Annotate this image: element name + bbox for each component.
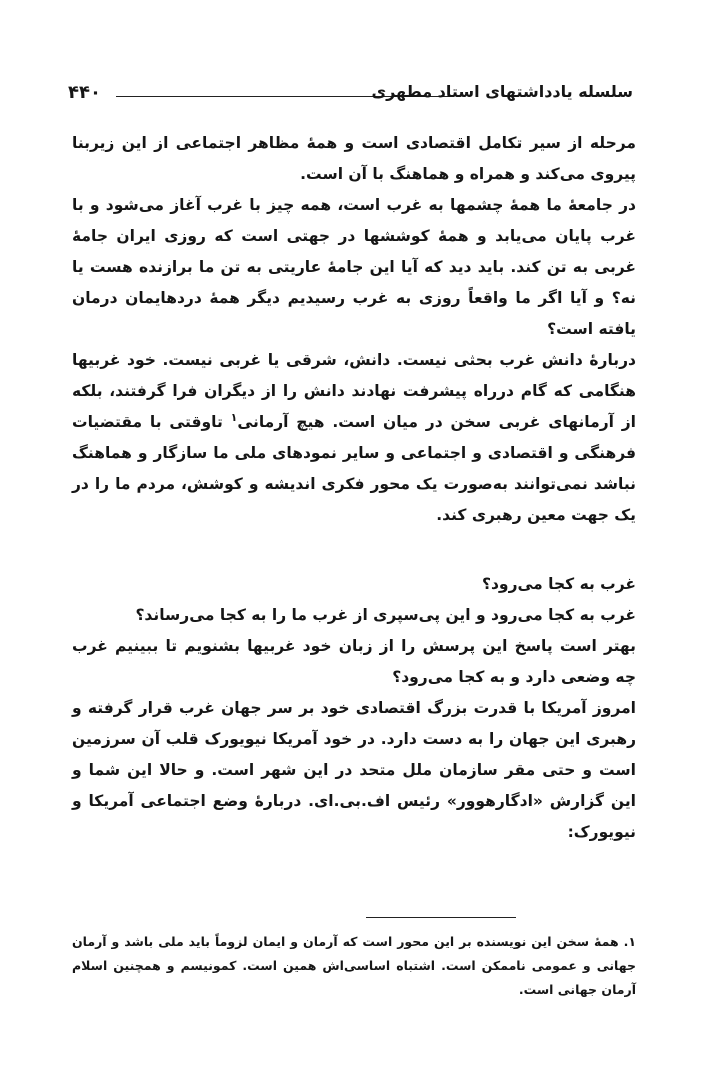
paragraph-with-footnote <box>72 345 636 531</box>
footnote <box>72 930 636 1002</box>
section-heading: غرب به کجا می‌رود؟ <box>481 575 636 593</box>
running-head: سلسله یادداشتهای استاد مطهری <box>371 82 633 101</box>
paragraph: بهتر است پاسخ این پرسش را از زبان خود غربیها بشنویم تا ببینیم غرب چه وضعی دارد و به کجا می‌رود؟ <box>72 637 636 686</box>
footnote-text: ۱. همهٔ سخن این نویسنده بر این محور است که آرمان و ایمان لزوماً باید ملی باشد و آرمان جهانی و عمومی ناممکن است. اشتباه اساسی‌اش همین است. کمونیسم و همچنین اسلام آرمان جهانی است. <box>72 934 636 997</box>
page-number: ۴۴۰ <box>68 82 101 103</box>
body-text <box>72 128 636 848</box>
footnote-marker: ۱ <box>230 410 238 424</box>
paragraph: مرحله از سیر تکامل اقتصادی است و همهٔ مظاهر اجتماعی از این زیربنا پیروی می‌کند و همراه و هماهنگ با آن است. <box>72 134 636 183</box>
paragraph: امروز آمریکا با قدرت بزرگ اقتصادی خود بر سر جهان غرب قرار گرفته و رهبری این جهان را به دست دارد. در خود آمریکا نیویورک قلب آن سرزمین است و حتی مقر سازمان ملل متحد در این شهر است. و حالا این شما و این گزارش «ادگارهوور» رئیس اف.بی.ای. دربارهٔ وضع اجتماعی آمریکا و نیویورک: <box>72 699 636 841</box>
paragraph: در جامعهٔ ما همهٔ چشمها به غرب است، همه چیز با غرب آغاز می‌شود و با غرب پایان می‌یابد و همهٔ کوششها در جهتی است که روزی ایران جامهٔ غربی به تن کند. باید دید که آیا این جامهٔ عاریتی به تن ما برازنده هست یا نه؟ و آیا اگر ما واقعاً روزی به غرب رسیدیم دیگر همهٔ دردهایمان درمان یافته است؟ <box>72 196 636 338</box>
footnote-rule <box>366 917 516 918</box>
page-header <box>68 82 633 110</box>
paragraph-text: دربارهٔ دانش غرب بحثی نیست. دانش، شرقی یا غربی نیست. خود غربیها هنگامی که گام درراه پیشرفت نهادند دانش را از دیگران فرا گرفتند، بلکه از آرمانهای غربی سخن در میان است. هیچ آرمانی <box>72 351 636 431</box>
paragraph: غرب به کجا می‌رود و این پی‌سپری از غرب ما را به کجا می‌رساند؟ <box>135 606 636 624</box>
paragraph-text: تاوقتی با مقتضیات فرهنگی و اقتصادی و اجتماعی و سایر نمودهای ملی ما سازگار و هماهنگ نباشد نمی‌توانند به‌صورت یک محور فکری اندیشه و کوشش، مردم ما را در یک جهت معین رهبری کند. <box>72 413 636 524</box>
